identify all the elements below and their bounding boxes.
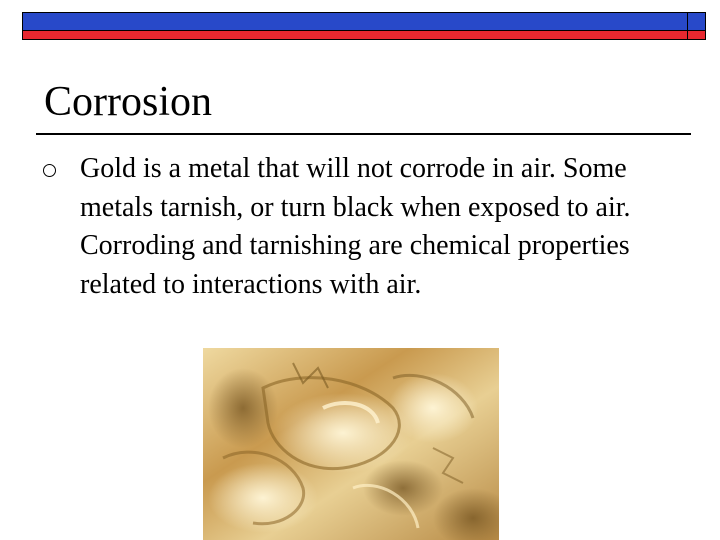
slide-title: Corrosion (44, 79, 212, 125)
hollow-circle-bullet-icon (43, 164, 56, 177)
top-bar-blue-square (687, 12, 706, 31)
top-bar-red-square (687, 30, 706, 40)
top-bar-red-stripe (22, 30, 689, 40)
bullet-text: Gold is a metal that will not corrode in air. Some metals tarnish, or turn black when exposed to air. Corroding and tarnishing are chemical properties related to interactions with air. (80, 153, 631, 300)
top-decorative-bar (20, 9, 705, 42)
top-bar-blue-stripe (22, 12, 689, 31)
title-underline-divider (36, 133, 691, 135)
gold-coin-photo (203, 348, 499, 540)
